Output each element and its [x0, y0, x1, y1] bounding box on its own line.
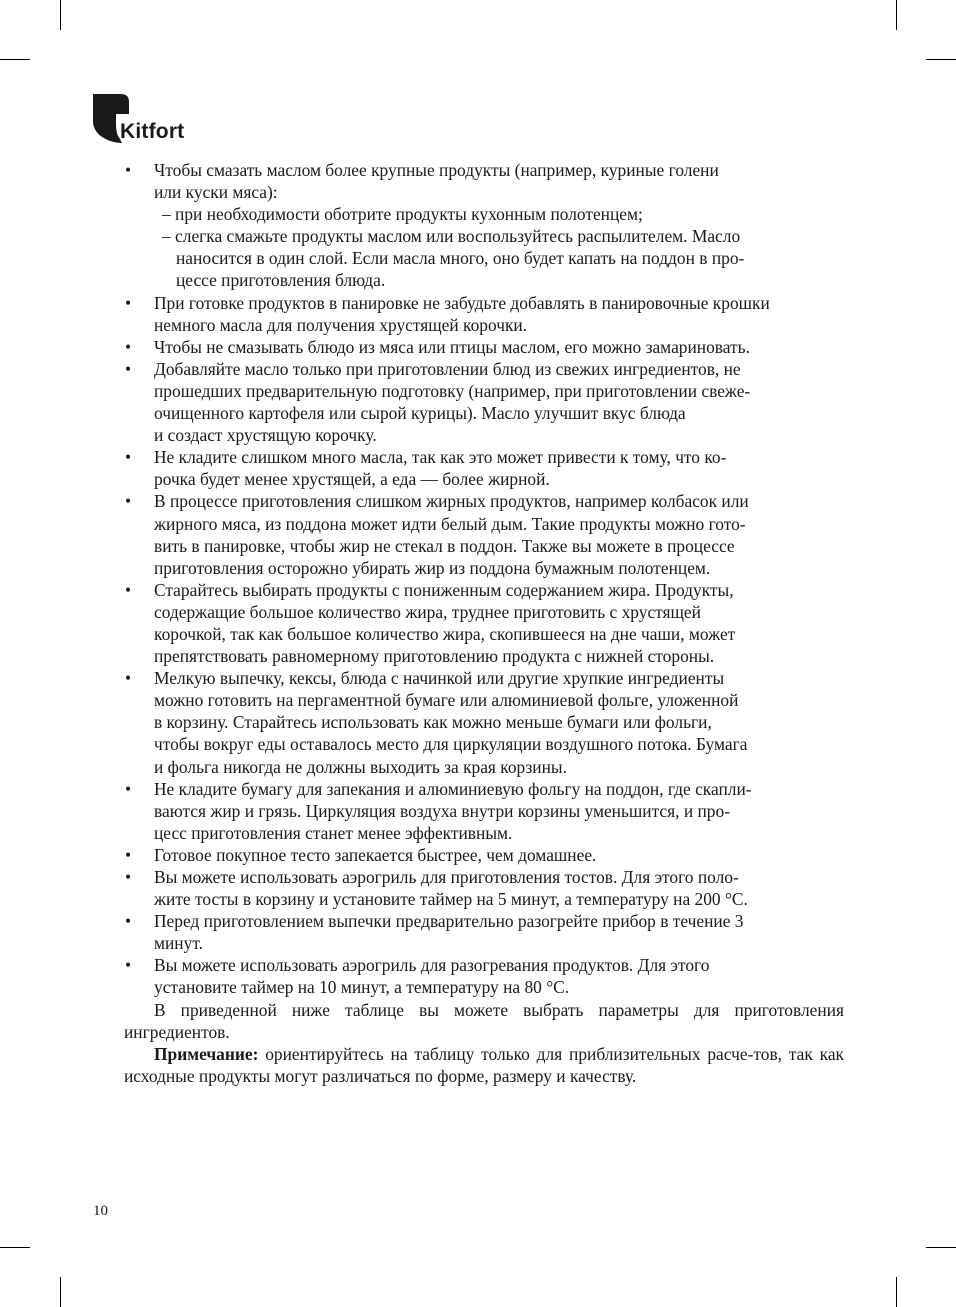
bullet-line: немного масла для получения хрустящей корочки.	[154, 314, 528, 335]
sub-item-line: цессе приготовления блюда.	[176, 270, 386, 291]
sub-item-line: наносится в один слой. Если масла много, оно будет капать на поддон в про-	[176, 248, 745, 269]
bullet-line: препятствовать равномерному приготовлению продукта с нижней стороны.	[154, 646, 715, 667]
bullet-item	[124, 490, 844, 578]
bullet-line: • Готовое покупное тесто запекается быстрее, чем домашнее.	[154, 844, 597, 865]
bullet-line: • Чтобы не смазывать блюдо из мяса или птицы маслом, его можно замариновать.	[154, 336, 750, 357]
bullet-line: жите тосты в корзину и установите таймер на 5 минут, а температуру на 200 °C.	[154, 889, 748, 910]
bullet-line: или куски мяса):	[154, 182, 278, 203]
sub-item-line: – при необходимости оботрите продукты кухонным полотенцем;	[162, 204, 643, 225]
bullet-line: • Вы можете использовать аэрогриль для приготовления тостов. Для этого поло-	[154, 867, 739, 887]
crop-mark-top-right	[896, 0, 897, 30]
sub-item	[154, 203, 844, 225]
bullet-item	[124, 358, 844, 446]
bullet-item	[124, 579, 844, 667]
bullet-line: чтобы вокруг еды оставалось место для циркуляции воздушного потока. Бумага	[154, 734, 748, 755]
bullet-item	[124, 778, 844, 844]
bullet-line: ваются жир и грязь. Циркуляция воздуха внутри корзины уменьшится, и про-	[154, 800, 730, 821]
bullet-line: вить в панировке, чтобы жир не стекал в поддон. Также вы можете в процессе	[154, 535, 735, 556]
bullet-line: жирного мяса, из поддона может идти белый дым. Такие продукты можно гото-	[154, 513, 746, 534]
table-intro-paragraph: В приведенной ниже таблице вы можете выбрать параметры для приготовления ингредиентов.	[124, 999, 844, 1042]
crop-mark-top-left	[60, 0, 61, 30]
crop-mark-right-bottom	[926, 1247, 956, 1248]
bullet-line: • Не кладите бумагу для запекания и алюминиевую фольгу на поддон, где скапли-	[154, 778, 752, 799]
bullet-item	[124, 866, 844, 910]
brand-name: Kitfort	[120, 120, 185, 143]
bullet-line: очищенного картофеля или сырой курицы). Масло улучшит вкус блюда	[154, 403, 686, 424]
bullet-line: установите таймер на 10 минут, а температуру на 80 °C.	[154, 977, 570, 998]
note-label: Примечание:	[154, 1043, 259, 1064]
bullet-line: и фольга никогда не должны выходить за края корзины.	[154, 756, 567, 777]
bullet-item	[124, 159, 844, 292]
bullet-line: • В процессе приготовления слишком жирных продуктов, например колбасок или	[154, 491, 749, 512]
instructions-text	[124, 159, 844, 1087]
bullet-line: цесс приготовления станет менее эффективным.	[154, 822, 513, 843]
bullet-item	[124, 954, 844, 998]
bullet-line: • Добавляйте масло только при приготовлении блюд из свежих ингредиентов, не	[154, 358, 741, 379]
bullet-item	[124, 667, 844, 777]
bullet-list	[124, 159, 844, 999]
page-number: 10	[93, 1203, 108, 1219]
bullet-line: • Не кладите слишком много масла, так как это может привести к тому, что ко-	[154, 447, 727, 468]
bullet-item	[124, 910, 844, 954]
bullet-line: • Старайтесь выбирать продукты с пониженным содержанием жира. Продукты,	[154, 579, 734, 600]
bullet-line: в корзину. Старайтесь использовать как можно меньше бумаги или фольги,	[154, 712, 712, 733]
crop-mark-left-bottom	[0, 1247, 30, 1248]
crop-mark-left-top	[0, 59, 30, 60]
bullet-line: прошедших предварительную подготовку (например, при приготовлении свеже-	[154, 380, 751, 401]
bullet-item	[124, 844, 844, 866]
crop-mark-bottom-right	[896, 1277, 897, 1307]
bullet-line: минут.	[154, 933, 203, 954]
note-text: ориентируйтесь на таблицу только для приблизительных расче-тов, так как исходные продукты могут различаться по форме, размеру и качеству.	[124, 1043, 844, 1086]
bullet-line: • Перед приготовлением выпечки предварительно разогрейте прибор в течение 3	[154, 911, 744, 932]
sub-item-line: – слегка смажьте продукты маслом или воспользуйтесь распылителем. Масло	[162, 226, 741, 247]
note-paragraph	[124, 1043, 844, 1087]
bullet-item	[124, 336, 844, 358]
bullet-line: корочкой, так как большое количество жира, скопившееся на дне чаши, может	[154, 623, 736, 644]
bullet-line: • Мелкую выпечку, кексы, блюда с начинкой или другие хрупкие ингредиенты	[154, 668, 725, 689]
bullet-line: содержащие большое количество жира, труднее приготовить с хрустящей	[154, 601, 701, 622]
bullet-line: и создаст хрустящую корочку.	[154, 425, 377, 446]
bullet-line: • Вы можете использовать аэрогриль для разогревания продуктов. Для этого	[154, 955, 710, 976]
bullet-item	[124, 292, 844, 336]
bullet-line: можно готовить на пергаментной бумаге или алюминиевой фольге, уложенной	[154, 690, 739, 711]
bullet-line: рочка будет менее хрустящей, а еда — более жирной.	[154, 469, 550, 490]
sub-item	[154, 225, 844, 291]
crop-mark-bottom-left	[60, 1277, 61, 1307]
bullet-line: приготовления осторожно убирать жир из поддона бумажным полотенцем.	[154, 557, 711, 578]
bullet-line: • Чтобы смазать маслом более крупные продукты (например, куриные голени	[154, 160, 719, 180]
bullet-line: • При готовке продуктов в панировке не забудьте добавлять в панировочные крошки	[154, 292, 770, 313]
bullet-item	[124, 446, 844, 490]
crop-mark-right-top	[926, 59, 956, 60]
